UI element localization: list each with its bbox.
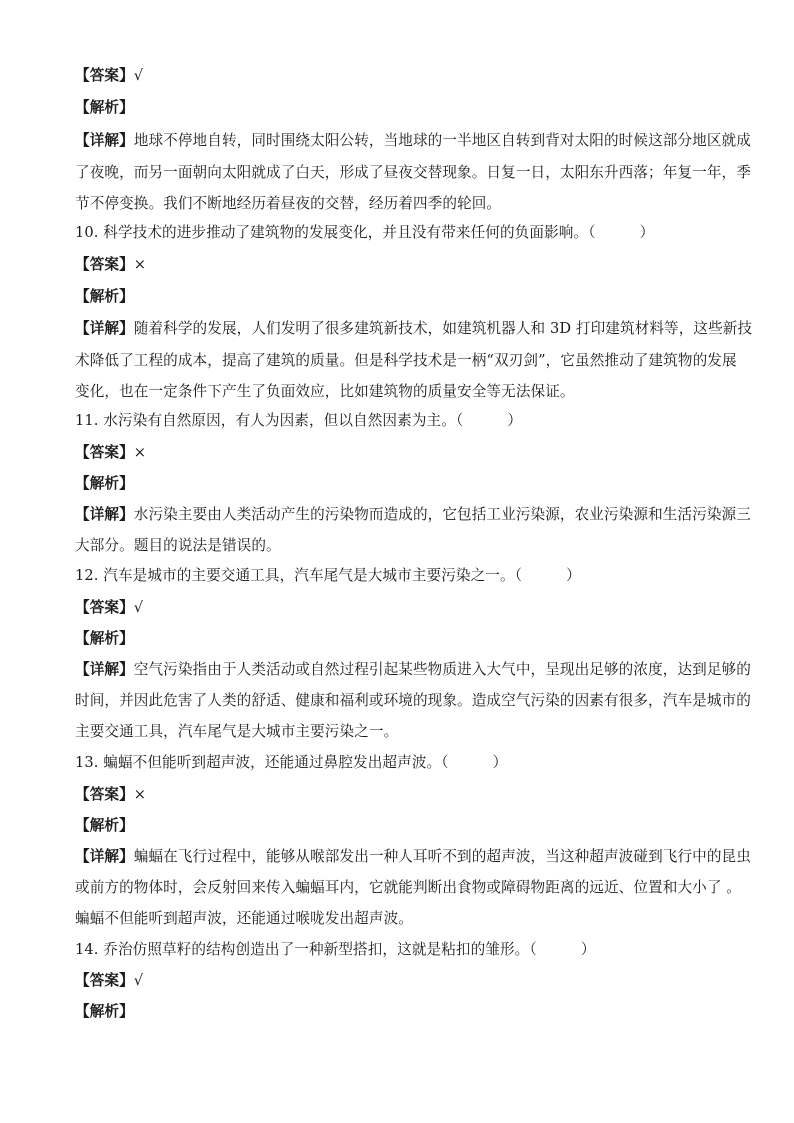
detail-line xyxy=(75,660,751,680)
analysis-line xyxy=(75,816,720,836)
detail-text: 随着科学的发展，人们发明了很多建筑新技术，如建筑机器人和 3D 打印建筑材料等，这些新技 xyxy=(133,320,753,337)
question-10: 10. 科学技术的进步推动了建筑物的发展变化，并且没有带来任何的负面影响。（ ） xyxy=(75,224,655,241)
detail-line xyxy=(75,382,720,402)
answer-tag: 【答案】 xyxy=(75,972,134,989)
analysis-tag: 【解析】 xyxy=(75,630,134,647)
detail-text: 蝙蝠不但能听到超声波，还能通过喉咙发出超声波。 xyxy=(75,910,413,927)
answer-tag: 【答案】 xyxy=(75,599,134,616)
detail-text: 蝙蝠在飞行过程中，能够从喉部发出一种人耳听不到的超声波，当这种超声波碰到飞行中的昆虫 xyxy=(133,848,751,865)
answer-tag: 【答案】 xyxy=(75,444,134,461)
detail-text: 地球不停地自转，同时围绕太阳公转，当地球的一半地区自转到背对太阳的时候这部分地区就成 xyxy=(133,132,751,149)
detail-line xyxy=(75,163,751,183)
detail-line xyxy=(75,878,741,898)
detail-line xyxy=(75,131,751,151)
detail-line xyxy=(75,722,720,742)
answer-line xyxy=(75,971,720,991)
answer-line xyxy=(75,785,720,805)
analysis-tag: 【解析】 xyxy=(75,1003,134,1020)
analysis-tag: 【解析】 xyxy=(75,475,134,492)
question-12: 12. 汽车是城市的主要交通工具，汽车尾气是大城市主要污染之一。（ ） xyxy=(75,567,581,584)
detail-text: 或前方的物体时，会反射回来传入蝙蝠耳内，它就能判断出食物或障碍物距离的远近、位置和大小了 。 xyxy=(75,879,741,896)
answer-mark: √ xyxy=(133,67,144,84)
analysis-line xyxy=(75,474,720,494)
detail-text: 空气污染指由于人类活动或自然过程引起某些物质进入大气中，呈现出足够的浓度，达到足够的 xyxy=(133,661,751,678)
analysis-line xyxy=(75,629,720,649)
answer-mark: × xyxy=(133,786,147,803)
answer-line xyxy=(75,598,720,618)
question-14: 14. 乔治仿照草籽的结构创造出了一种新型搭扣，这就是粘扣的雏形。（ ） xyxy=(75,941,596,958)
detail-text: 大部分。题目的说法是错误的。 xyxy=(75,537,281,554)
detail-line xyxy=(75,536,720,556)
analysis-tag: 【解析】 xyxy=(75,99,134,116)
detail-line xyxy=(75,351,737,371)
question-11: 11. 水污染有自然原因，有人为因素，但以自然因素为主。（ ） xyxy=(75,412,523,429)
detail-text: 水污染主要由人类活动产生的污染物而造成的，它包括工业污染源，农业污染源和生活污染源三 xyxy=(133,506,751,523)
detail-tag: 【详解】 xyxy=(75,506,134,523)
answer-mark: × xyxy=(133,444,147,461)
analysis-line xyxy=(75,98,720,118)
question-13: 13. 蝙蝠不但能听到超声波，还能通过鼻腔发出超声波。（ ） xyxy=(75,754,508,771)
detail-line xyxy=(75,194,720,214)
answer-mark: √ xyxy=(133,599,144,616)
answer-tag: 【答案】 xyxy=(75,786,134,803)
detail-text: 变化，也在一定条件下产生了负面效应，比如建筑物的质量安全等无法保证。 xyxy=(75,383,575,400)
detail-tag: 【详解】 xyxy=(75,848,134,865)
detail-line xyxy=(75,319,753,339)
detail-line xyxy=(75,505,751,525)
detail-text: 时间，并因此危害了人类的舒适、健康和福利或环境的现象。造成空气污染的因素有很多，汽车是城市的 xyxy=(75,692,751,709)
detail-line xyxy=(75,691,751,711)
analysis-tag: 【解析】 xyxy=(75,288,134,305)
answer-tag: 【答案】 xyxy=(75,67,134,84)
analysis-line xyxy=(75,1002,720,1022)
detail-text: 了夜晚，而另一面朝向太阳就成了白天，形成了昼夜交替现象。日复一日，太阳东升西落；年复一年，季 xyxy=(75,164,751,181)
detail-tag: 【详解】 xyxy=(75,661,134,678)
detail-text: 节不停变换。我们不断地经历着昼夜的交替，经历着四季的轮回。 xyxy=(75,195,502,212)
answer-mark: √ xyxy=(133,972,144,989)
answer-tag: 【答案】 xyxy=(75,256,134,273)
detail-line xyxy=(75,909,720,929)
analysis-line xyxy=(75,287,720,307)
detail-tag: 【详解】 xyxy=(75,132,134,149)
detail-line xyxy=(75,847,751,867)
answer-line xyxy=(75,66,720,86)
detail-tag: 【详解】 xyxy=(75,320,134,337)
answer-mark: × xyxy=(133,256,147,273)
detail-text: 术降低了工程的成本，提高了建筑的质量。但是科学技术是一柄“双刃剑”，它虽然推动了建筑物的发展 xyxy=(75,352,737,369)
detail-text: 主要交通工具，汽车尾气是大城市主要污染之一。 xyxy=(75,723,399,740)
answer-line xyxy=(75,443,720,463)
analysis-tag: 【解析】 xyxy=(75,817,134,834)
answer-line xyxy=(75,255,720,275)
